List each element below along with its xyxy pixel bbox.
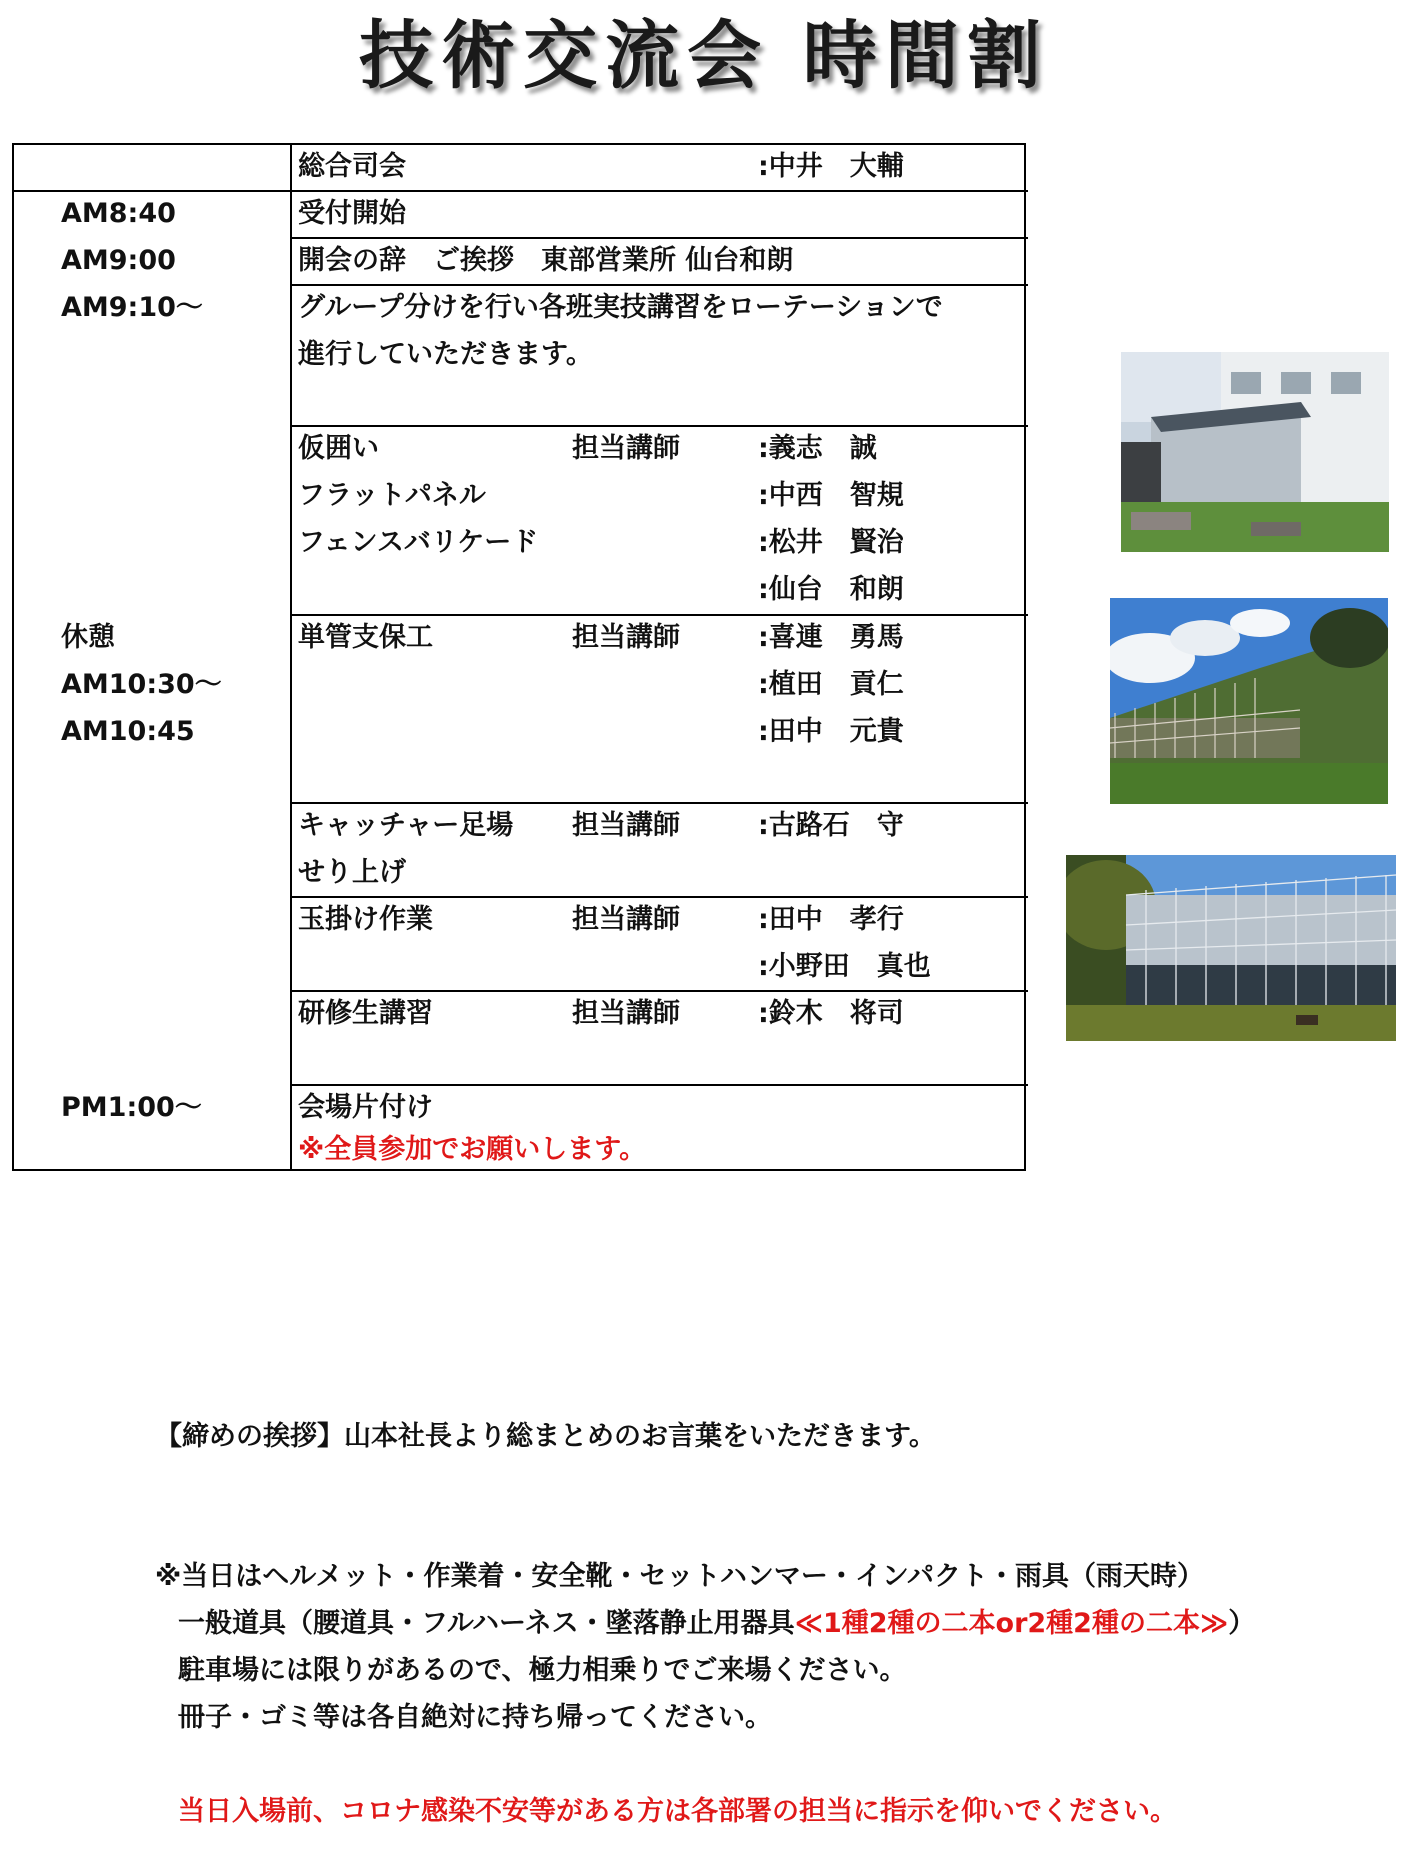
instructor-name: :松井 賢治 [758,527,904,558]
row-divider [14,190,1028,192]
row-divider [290,425,1028,427]
session-title: キャッチャー足場 [298,810,514,841]
row-divider [290,1084,1028,1086]
instructor-name: :田中 元貴 [758,716,904,747]
closing-remark: 【締めの挨拶】山本社長より総まとめのお言葉をいただきます。 [155,1421,936,1452]
instructor-name: :田中 孝行 [758,904,904,935]
mc-label: 総合司会 [298,151,406,182]
instructor-name: :中西 智規 [758,480,904,511]
instructor-label: 担当講師 [572,810,680,841]
row-divider [290,990,1028,992]
mc-name: :中井 大輔 [758,151,904,182]
row-divider [290,896,1028,898]
time-reception: AM8:40 [61,198,176,229]
instructor-label: 担当講師 [572,904,680,935]
row-divider [290,237,1028,239]
group-text-line2: 進行していただきます。 [298,339,593,370]
instructor-label: 担当講師 [572,998,680,1029]
row-divider [290,614,1028,616]
page-title: 技術交流会 時間割 [359,13,1049,99]
cleanup-note: ※全員参加でお願いします。 [298,1134,647,1165]
instructor-label: 担当講師 [572,622,680,653]
covid-warning: 当日入場前、コロナ感染不安等がある方は各部署の担当に指示を仰いでください。 [178,1796,1177,1827]
time-opening: AM9:00 [61,245,176,276]
note-line-garbage: 冊子・ゴミ等は各自絶対に持ち帰ってください。 [178,1702,772,1733]
instructor-name: :古路石 守 [758,810,904,841]
break-end: AM10:45 [61,716,195,747]
column-divider [290,145,292,1169]
break-label: 休憩 [61,622,115,653]
session-title: フラットパネル [298,480,486,511]
harness-requirement: ≪1種2種の二本or2種2種の二本≫ [794,1608,1229,1639]
tools-text-end: ） [1228,1608,1256,1639]
instructor-label: 担当講師 [572,433,680,464]
instructor-name: :義志 誠 [758,433,877,464]
session-title: 研修生講習 [298,998,433,1029]
cleanup-text: 会場片付け [298,1092,433,1123]
instructor-name: :仙台 和朗 [758,574,904,605]
instructor-name: :小野田 真也 [758,951,931,982]
session-title: 玉掛け作業 [298,904,433,935]
opening-text: 開会の辞 ご挨拶 東部営業所 仙台和朗 [298,245,794,276]
session-title: 単管支保工 [298,622,433,653]
session-title: フェンスバリケード [298,527,539,558]
instructor-name: :植田 貢仁 [758,669,904,700]
photo-temporary-enclosure [1121,352,1389,552]
time-cleanup: PM1:00〜 [61,1092,202,1123]
row-divider [290,284,1028,286]
note-line-equipment: ※当日はヘルメット・作業着・安全靴・セットハンマー・インパクト・雨具（雨天時） [155,1561,1205,1592]
reception-text: 受付開始 [298,198,406,229]
session-title: 仮囲い [298,433,379,464]
group-text-line1: グループ分けを行い各班実技講習をローテーションで [298,292,943,323]
row-divider [290,802,1028,804]
break-start: AM10:30〜 [61,669,222,700]
note-line-parking: 駐車場には限りがあるので、極力相乗りでご来場ください。 [178,1655,907,1686]
session-title: せり上げ [298,857,406,888]
note-line-tools [178,1607,1255,1641]
instructor-name: :鈴木 将司 [758,998,904,1029]
photo-pipe-support [1110,598,1388,804]
photo-catcher-scaffold [1066,855,1396,1041]
time-start: AM9:10〜 [61,292,203,323]
instructor-name: :喜連 勇馬 [758,622,904,653]
tools-text: 一般道具（腰道具・フルハーネス・墜落静止用器具 [178,1608,795,1639]
schedule-table [12,143,1026,1171]
